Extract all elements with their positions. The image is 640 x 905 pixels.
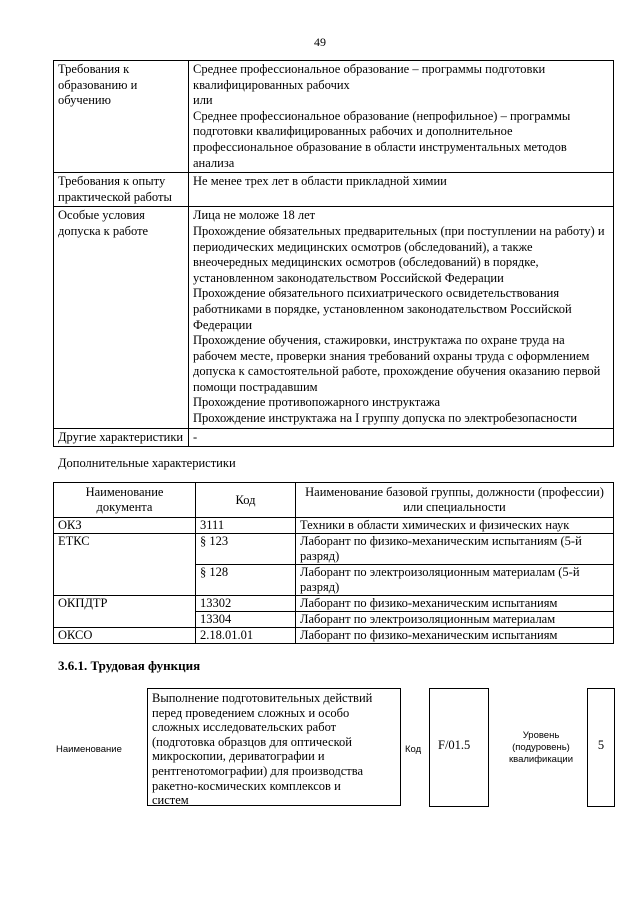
cell-code: 3111 [196, 518, 296, 534]
function-name-line: систем [152, 793, 189, 808]
row-label: Другие характеристики [54, 428, 189, 447]
cell-name: Лаборант по физико-механическим испытаниям [296, 596, 614, 612]
qualification-level-box [587, 688, 615, 807]
row-value [189, 207, 614, 428]
cell-document: ЕТКС [54, 534, 196, 596]
function-name-line: (подготовка образцов для оптической [152, 734, 352, 749]
table-row [54, 596, 614, 612]
function-code-value: F/01.5 [438, 738, 471, 752]
cell-document: ОКСО [54, 628, 196, 644]
table-row [54, 173, 614, 207]
cell-code: 2.18.01.01 [196, 628, 296, 644]
cell-code: § 128 [196, 565, 296, 596]
row-label: Особые условия допуска к работе [54, 207, 189, 428]
value-line: Прохождение обязательного психиатрического освидетельствования работниками в порядке, установленном законодательством Российской Федерации [193, 286, 572, 332]
function-name-line: микроскопии, дериватографии и [152, 749, 325, 764]
value-line: Прохождение противопожарного инструктажа [193, 395, 441, 410]
cell-name: Техники в области химических и физических наук [296, 518, 614, 534]
table-row [54, 61, 614, 173]
table-row [54, 207, 614, 428]
row-value [189, 428, 614, 447]
value-line: Прохождение обучения, стажировки, инструктажа по охране труда на рабочем месте, проверки знания требований охраны труда с оформлением допуска к самостоятельной работе, прохождение обучения оказанию первой помощи пострадавшим [193, 333, 601, 394]
table-row [54, 534, 614, 565]
table-header-row [54, 483, 614, 518]
value-line: Не менее трех лет в области прикладной химии [193, 174, 447, 189]
cell-name: Лаборант по электроизоляционным материалам (5-й разряд) [296, 565, 614, 596]
column-header-document: Наименование документа [54, 483, 196, 518]
code-label: Код [405, 744, 422, 755]
row-value [189, 61, 614, 173]
additional-characteristics-caption: Дополнительные характеристики [58, 456, 236, 470]
function-name-line: рентгенотомографии) для производства [152, 763, 364, 778]
additional-characteristics-table [53, 482, 614, 644]
name-label: Наименование [56, 744, 122, 755]
cell-name: Лаборант по физико-механическим испытаниям (5-й разряд) [296, 534, 614, 565]
cell-code: § 123 [196, 534, 296, 565]
row-label: Требования к образованию и обучению [54, 61, 189, 173]
function-code-box [429, 688, 489, 807]
cell-document: ОКПДТР [54, 596, 196, 628]
table-row [54, 518, 614, 534]
cell-name: Лаборант по физико-механическим испытаниям [296, 628, 614, 644]
value-line: Лица не моложе 18 лет [193, 208, 316, 223]
function-name-line: ракетно-космических комплексов и [152, 778, 341, 793]
function-name-line: сложных исследовательских работ [152, 720, 337, 735]
function-name-line: Выполнение подготовительных действий [152, 691, 373, 705]
table-row [54, 428, 614, 447]
column-header-code: Код [196, 483, 296, 518]
value-line: - [193, 429, 198, 444]
value-line: Прохождение обязательных предварительных (при поступлении на работу) и периодических медицинских осмотров (обследований), а также внеочередных медицинских осмотров (обследований) в порядке, установленном законодательством Российской Федерации [193, 223, 605, 285]
qualification-level-value: 5 [597, 738, 605, 752]
row-value [189, 173, 614, 207]
requirements-table [53, 60, 614, 447]
qualification-level-label: Уровень (подуровень) квалификации [508, 730, 574, 765]
cell-name: Лаборант по электроизоляционным материалам [296, 612, 614, 628]
column-header-name: Наименование базовой группы, должности (профессии) или специальности [296, 483, 614, 518]
page-number: 49 [314, 35, 326, 49]
row-label: Требования к опыту практической работы [54, 173, 189, 207]
function-name-box [147, 688, 401, 806]
value-line: Прохождение инструктажа на I группу допуска по электробезопасности [193, 411, 578, 426]
cell-document: ОКЗ [54, 518, 196, 534]
labor-function-heading: 3.6.1. Трудовая функция [58, 658, 201, 673]
value-line: или [193, 93, 213, 108]
function-name-line: перед проведением сложных и особо [152, 705, 350, 720]
value-line: Среднее профессиональное образование – программы подготовки квалифицированных рабочих [193, 62, 546, 92]
cell-code: 13302 [196, 596, 296, 612]
table-row [54, 628, 614, 644]
cell-code: 13304 [196, 612, 296, 628]
value-line: Среднее профессиональное образование (непрофильное) – программы подготовки квалифицированных рабочих и дополнительное профессиональное образование в области инструментальных методов анализа [193, 108, 571, 170]
